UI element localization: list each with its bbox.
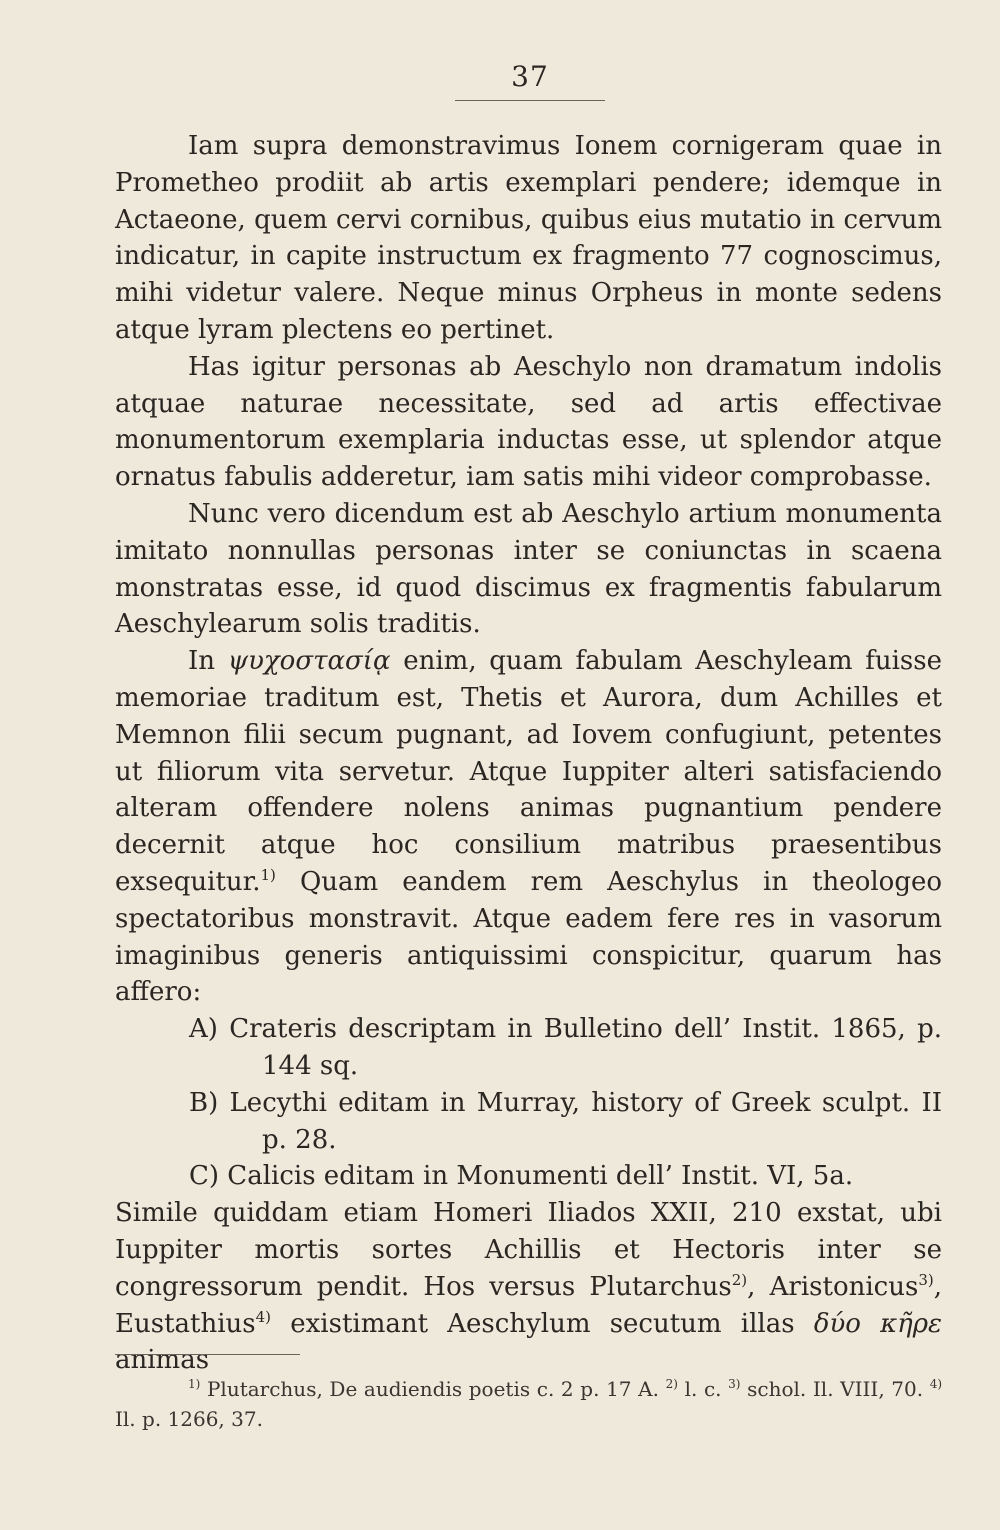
paragraph-1: Iam supra demonstravimus Ionem cornigeram quae in Prometheo prodiit ab artis exemplari pendere; idemque in Actaeone, quem cervi cornibus, quibus eius mutatio in cervum indicatur, in capite instructum ex fragmento 77 cognoscimus, mihi videtur valere. Neque minus Orpheus in monte sedens atque lyram plectens eo pertinet. — [115, 131, 942, 345]
footnote-block — [115, 1374, 942, 1434]
list-item-a: A) Crateris descriptam in Bulletino dell’ Instit. 1865, p. 144 sq. — [189, 1014, 942, 1081]
paragraph-4 — [115, 643, 942, 1011]
page-number: 37 — [511, 60, 549, 93]
list-item-c: C) Calicis editam in Monumenti dell’ Instit. VI, 5a. — [189, 1161, 854, 1192]
footnote-marker-1: 1) — [188, 1377, 201, 1391]
main-text — [115, 128, 942, 1379]
footnote-2: l. c. — [684, 1377, 722, 1401]
paragraph-4-text-b: Quam eandem rem Aeschylus in theologeo spectatoribus monstravit. Atque eadem fere res in vasorum imaginibus generis antiquissimi conspicitur, quarum has affero: — [115, 866, 942, 1008]
header-rule — [455, 100, 605, 101]
footnote-ref-2: 2) — [731, 1270, 748, 1289]
paragraph-5 — [115, 1195, 942, 1379]
footnote-ref-3: 3) — [918, 1270, 934, 1289]
footnote-marker-3: 3) — [728, 1377, 741, 1391]
greek-term-psychostasia: ψυχοστασίᾳ — [227, 646, 391, 677]
paragraph-4-lead: In — [188, 646, 216, 677]
paragraph-4-text-a: enim, quam fabulam Aeschyleam fuisse memoriae traditum est, Thetis et Aurora, dum Achilles et Memnon filii secum pugnant, ad Iovem confugiunt, petentes ut filiorum vita servetur. Atque Iuppiter alteri satisfaciendo alteram offendere nolens animas pugnantium pendere decernit atque hoc consilium matribus praesentibus exsequitur. — [115, 646, 943, 897]
paragraph-5-text-c: , Eustathius — [115, 1271, 942, 1339]
footnote-marker-4: 4) — [929, 1377, 943, 1391]
paragraph-5-text-e: animas — [115, 1345, 210, 1376]
footnote-ref-1: 1) — [260, 865, 276, 884]
paragraph-3: Nunc vero dicendum est ab Aeschylo artium monumenta imitato nonnullas personas inter se coniunctas in scaena monstratas esse, id quod discimus ex fragmentis fabularum Aeschylearum solis traditis. — [115, 498, 942, 640]
footnote-1: Plutarchus, De audiendis poetis c. 2 p. 17 A. — [206, 1377, 659, 1401]
paragraph-5-text-b: , Aristonicus — [747, 1271, 919, 1302]
footnote-marker-2: 2) — [665, 1377, 678, 1391]
footnote-ref-4: 4) — [255, 1307, 272, 1326]
list-item-b: B) Lecythi editam in Murray, history of Greek sculpt. II p. 28. — [189, 1087, 942, 1155]
paragraph-5-text-a: Simile quiddam etiam Homeri Iliados XXII, 210 exstat, ubi Iuppiter mortis sortes Achillis et Hectoris inter se congressorum pendit. Hos versus Plutarchus — [115, 1198, 942, 1302]
paragraph-2: Has igitur personas ab Aeschylo non dramatum indolis atquae naturae necessitate, sed ad artis effectivae monumentorum exemplaria inductas esse, ut splendor atque ornatus fabulis adderetur, iam satis mihi videor comprobasse. — [115, 351, 942, 493]
footnote-4: Il. p. 1266, 37. — [115, 1407, 263, 1431]
greek-term-duo-kere: δύο κῆρε — [813, 1308, 942, 1339]
footnote-3: schol. Il. VIII, 70. — [747, 1377, 924, 1401]
footnotes — [115, 1374, 942, 1434]
paragraph-5-text-d: existimant Aeschylum secutum illas — [271, 1308, 795, 1339]
footnote-rule — [115, 1354, 300, 1355]
